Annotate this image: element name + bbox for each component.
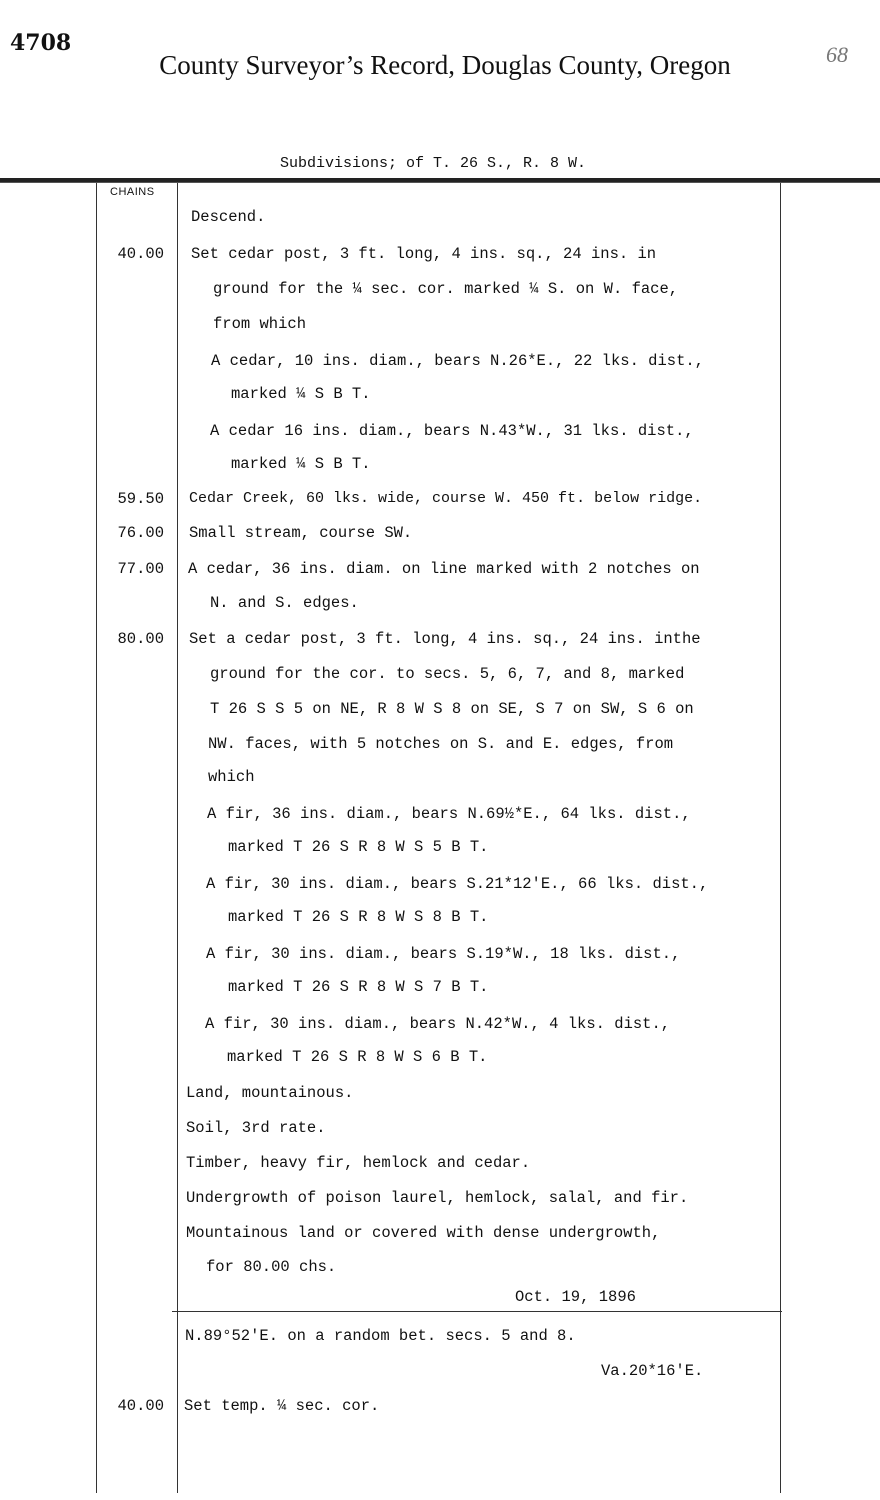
magnetic-variation: Va.20*16'E. [601, 1362, 704, 1380]
record-line: A fir, 36 ins. diam., bears N.69½*E., 64 lks. dist., [207, 805, 691, 823]
record-line: Cedar Creek, 60 lks. wide, course W. 450 ft. below ridge. [189, 490, 703, 507]
record-line: marked T 26 S R 8 W S 6 B T. [227, 1048, 488, 1066]
record-line: Set temp. ¼ sec. cor. [184, 1397, 380, 1415]
record-line: Mountainous land or covered with dense undergrowth, [186, 1224, 661, 1242]
page-title: County Surveyor’s Record, Douglas County, Oregon [159, 50, 731, 80]
record-line: Land, mountainous. [186, 1084, 354, 1102]
entry-divider [172, 1311, 782, 1312]
record-line: A cedar 16 ins. diam., bears N.43*W., 31 lks. dist., [210, 422, 694, 440]
chain-value: 40.00 [117, 245, 164, 263]
record-line: from which [213, 315, 307, 333]
record-line: marked T 26 S R 8 W S 8 B T. [228, 908, 489, 926]
handwritten-page-number: 68 [826, 42, 848, 67]
record-line: Descend. [191, 208, 266, 226]
record-line: marked ¼ S B T. [231, 455, 371, 473]
record-line: N. and S. edges. [210, 594, 359, 612]
record-date: Oct. 19, 1896 [515, 1288, 636, 1306]
record-line: T 26 S S 5 on NE, R 8 W S 8 on SE, S 7 on SW, S 6 on [210, 700, 694, 718]
record-line: A fir, 30 ins. diam., bears S.21*12'E., 66 lks. dist., [206, 875, 709, 893]
chain-value: 59.50 [117, 490, 164, 508]
record-line: marked T 26 S R 8 W S 7 B T. [228, 978, 489, 996]
page-number: 4708 [10, 30, 72, 56]
chains-column-rule [177, 183, 178, 1493]
chain-value: 76.00 [117, 524, 164, 542]
record-line: marked T 26 S R 8 W S 5 B T. [228, 838, 489, 856]
record-line: Set a cedar post, 3 ft. long, 4 ins. sq., 24 ins. inthe [189, 630, 701, 648]
record-line: Small stream, course SW. [189, 524, 413, 542]
record-line: which [208, 768, 255, 786]
record-line: marked ¼ S B T. [231, 385, 371, 403]
record-line: ground for the ¼ sec. cor. marked ¼ S. on W. face, [213, 280, 679, 298]
record-line: Soil, 3rd rate. [186, 1119, 326, 1137]
record-subtitle: Subdivisions; of T. 26 S., R. 8 W. [279, 155, 587, 172]
chain-value: 77.00 [117, 560, 164, 578]
chain-value: 40.00 [117, 1397, 164, 1415]
record-line: Timber, heavy fir, hemlock and cedar. [186, 1154, 531, 1172]
record-line: Set cedar post, 3 ft. long, 4 ins. sq., 24 ins. in [191, 245, 657, 263]
right-margin-rule [780, 183, 781, 1493]
record-line: A fir, 30 ins. diam., bears N.42*W., 4 lks. dist., [205, 1015, 671, 1033]
header-rule [0, 178, 880, 183]
record-line: A cedar, 10 ins. diam., bears N.26*E., 22 lks. dist., [211, 352, 704, 370]
record-line: A fir, 30 ins. diam., bears S.19*W., 18 lks. dist., [206, 945, 681, 963]
chains-column-header: CHAINS [110, 186, 155, 198]
record-line: A cedar, 36 ins. diam. on line marked with 2 notches on [188, 560, 700, 578]
record-line: Undergrowth of poison laurel, hemlock, salal, and fir. [186, 1189, 689, 1207]
chain-value: 80.00 [117, 630, 164, 648]
left-margin-rule [96, 183, 97, 1493]
record-line: for 80.00 chs. [206, 1258, 337, 1276]
record-line: N.89°52'E. on a random bet. secs. 5 and 8. [185, 1327, 576, 1345]
record-line: NW. faces, with 5 notches on S. and E. edges, from [208, 735, 674, 753]
record-line: ground for the cor. to secs. 5, 6, 7, and 8, marked [210, 665, 685, 683]
